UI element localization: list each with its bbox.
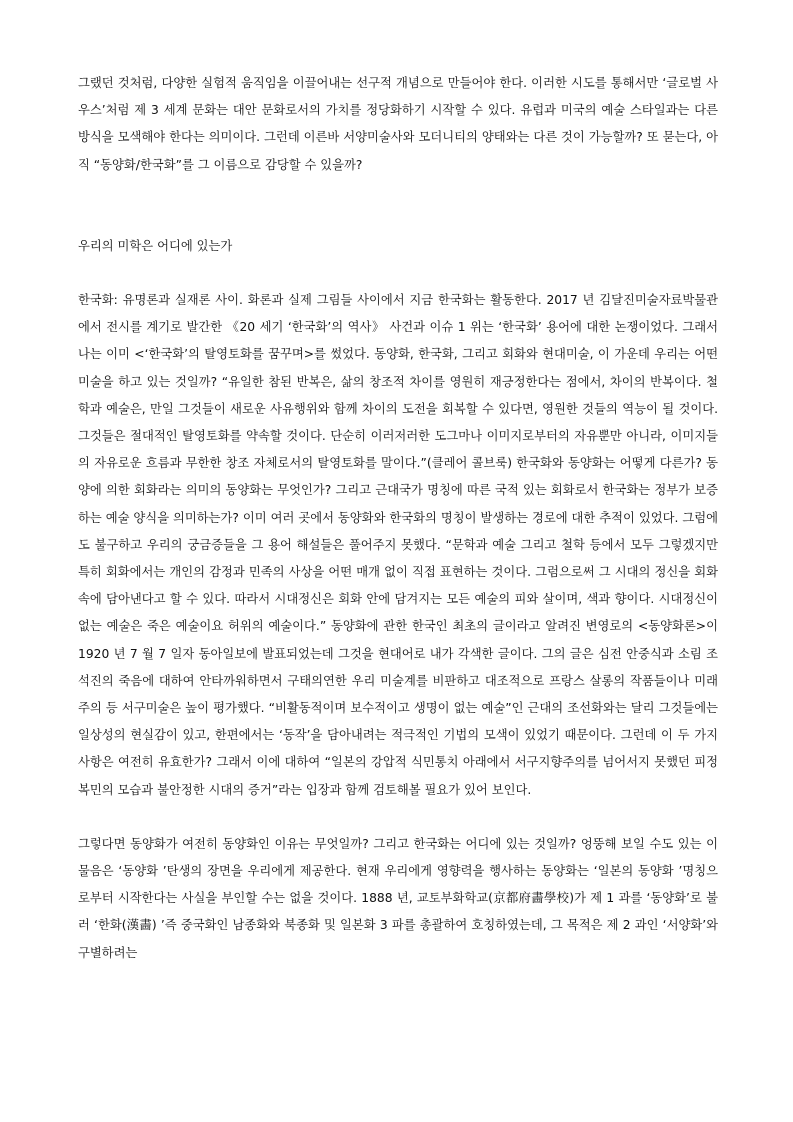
spacer bbox=[78, 260, 718, 287]
section-heading: 우리의 미학은 어디에 있는가 bbox=[78, 238, 233, 253]
spacer bbox=[78, 804, 718, 831]
paragraph-intro: 그랬던 것처럼, 다양한 실험적 움직임을 이끌어내는 선구적 개념으로 만들어야 한다. 이러한 시도를 통해서만 ‘글로벌 사우스’처럼 제 3 세계 문화는 대안 문화로서의 가치를 정당화하기 시작할 수 있다. 유럽과 미국의 예술 스타일과는 다른 방식을 모색해야 한다는 의미이다. 그런데 이른바 서양미술사와 모더니티의 양태와는 다른 것이 가능할까? 또 묻는다, 아직 “동양화/한국화”를 그 이름으로 감당할 수 있을까? bbox=[78, 76, 718, 172]
document-page bbox=[78, 70, 718, 967]
spacer bbox=[78, 179, 718, 233]
paragraph-oriental-painting: 그렇다면 동양화가 여전히 동양화인 이유는 무엇일까? 그리고 한국화는 어디에 있는 것일까? 엉뚱해 보일 수도 있는 이 물음은 ‘동양화 ’탄생의 장면을 우리에게 제공한다. 현재 우리에게 영향력을 행사하는 동양화는 ‘일본의 동양화 ’명칭으로부터 시작한다는 사실을 부인할 수는 없을 것이다. 1888 년, 교토부화학교(京都府畵學校)가 제 1 과를 ‘동양화’로 불러 ‘한화(漢畵) ’즉 중국화인 남종화와 북종화 및 일본화 3 파를 총괄하여 호칭하였는데, 그 목적은 제 2 과인 ‘서양화’와 구별하려는 bbox=[78, 836, 718, 960]
paragraph-korean-painting: 한국화: 유명론과 실재론 사이. 화론과 실제 그림들 사이에서 지금 한국화는 활동한다. 2017 년 김달진미술자료박물관에서 전시를 계기로 발간한 《20 세기 ‘한국화’의 역사》 사건과 이슈 1 위는 ‘한국화’ 용어에 대한 논쟁이었다. 그래서 나는 이미 <‘한국화’의 탈영토화를 꿈꾸며>를 썼었다. 동양화, 한국화, 그리고 회화와 현대미술, 이 가운데 우리는 어떤 미술을 하고 있는 것일까? “유일한 참된 반복은, 삶의 창조적 차이를 영원히 재긍정한다는 점에서, 차이의 반복이다. 철학과 예술은, 만일 그것들이 새로운 사유행위와 함께 차이의 도전을 회복할 수 있다면, 영원한 것들의 역능이 될 것이다. 그것들은 절대적인 탈영토화를 약속할 것이다. 단순히 이러저러한 도그마나 이미지로부터의 자유뿐만 아니라, 이미지들의 자유로운 흐름과 무한한 창조 자체로서의 탈영토화를 말이다.”(클레어 콜브룩) 한국화와 동양화는 어떻게 다른가? 동양에 의한 회화라는 의미의 동양화는 무엇인가? 그리고 근대국가 명칭에 따른 국적 있는 회화로서 한국화는 정부가 보증하는 예술 양식을 의미하는가? 이미 여러 곳에서 동양화와 한국화의 명칭이 발생하는 경로에 대한 추적이 있었다. 그럼에도 불구하고 우리의 궁금증들을 그 용어 해설들은 풀어주지 못했다. “문학과 예술 그리고 철학 등에서 모두 그렇겠지만 특히 회화에서는 개인의 감정과 민족의 사상을 어떤 매개 없이 직접 표현하는 것이다. 그럼으로써 그 시대의 정신을 회화 속에 담아낸다고 할 수 있다. 따라서 시대정신은 회화 안에 담겨지는 모든 예술의 피와 살이며, 색과 향이다. 시대정신이 없는 예술은 죽은 예술이요 허위의 예술이다.” 동양화에 관한 한국인 최초의 글이라고 알려진 변영로의 <동양화론>이 1920 년 7 월 7 일자 동아일보에 발표되었는데 그것을 현대어로 내가 각색한 글이다. 그의 글은 심전 안중식과 소림 조석진의 죽음에 대하여 안타까워하면서 구태의연한 우리 미술계를 비판하고 대조적으로 프랑스 살롱의 작품들이나 미래주의 등 서구미술은 높이 평가했다. “비활동적이며 보수적이고 생명이 없는 예술”인 근대의 조선화와는 달리 그것들에는 일상성의 현실감이 있고, 한편에서는 ‘동작’을 담아내려는 적극적인 기법의 모색이 있었기 때문이다. 그런데 이 두 가지 사항은 여전히 유효한가? 그래서 이에 대하여 “일본의 강압적 식민통치 아래에서 서구지향주의를 넘어서지 못했던 피정복민의 모습과 불안정한 시대의 증거”라는 입장과 함께 검토해볼 필요가 있어 보인다. bbox=[78, 293, 718, 797]
